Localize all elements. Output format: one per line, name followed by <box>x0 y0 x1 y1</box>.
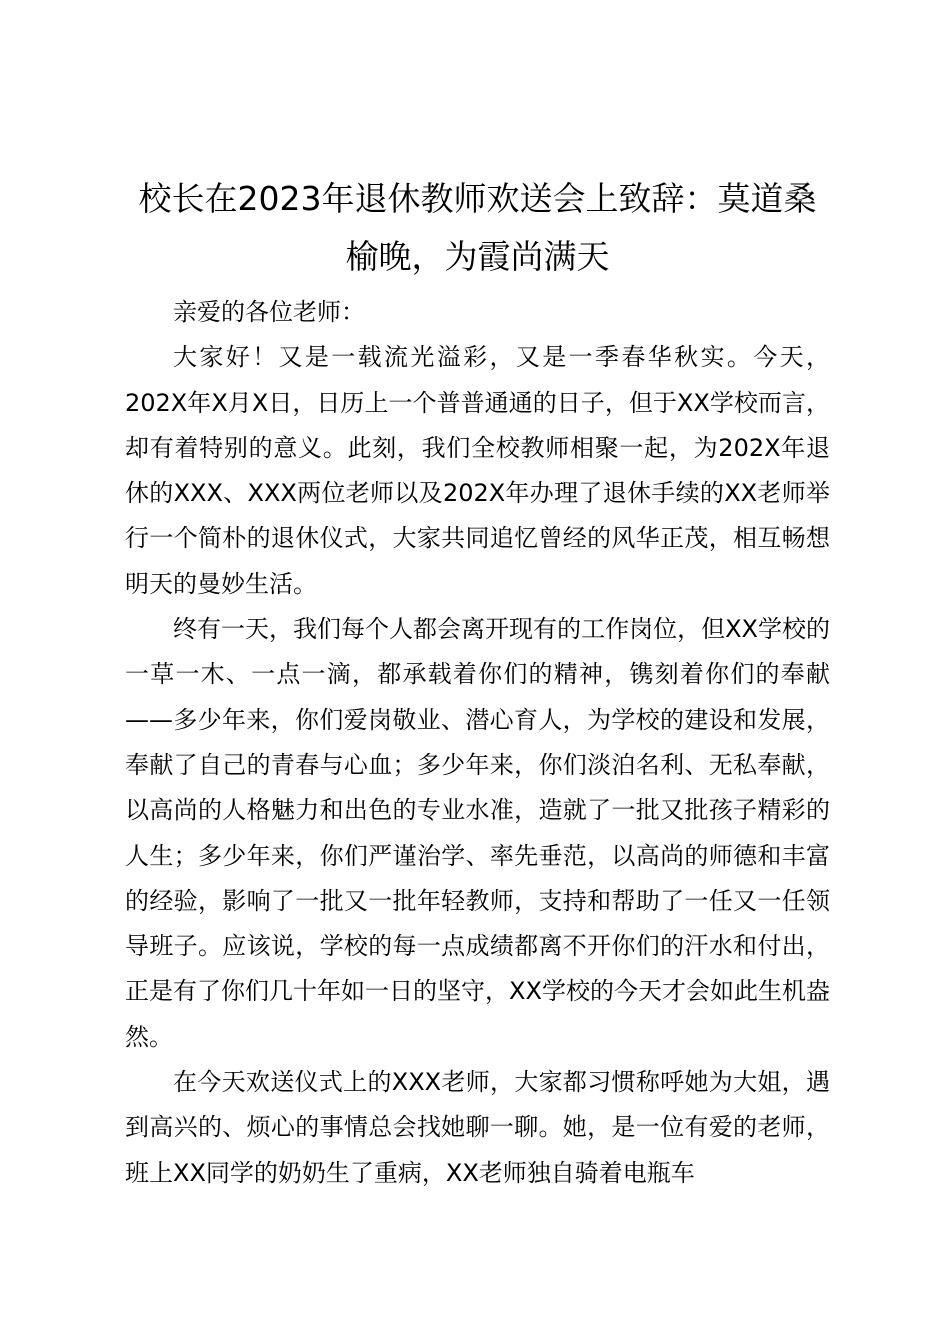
document-body <box>125 170 830 1196</box>
paragraph-dedication: 终有一天，我们每个人都会离开现有的工作岗位，但XX学校的一草一木、一点一滴，都承载着你们的精神，镌刻着你们的奉献——多少年来，你们爱岗敬业、潜心育人，为学校的建设和发展，奉献了自己的青春与心血；多少年来，你们淡泊名利、无私奉献，以高尚的人格魅力和出色的专业水准，造就了一批又批孩子精彩的人生；多少年来，你们严谨治学、率先垂范，以高尚的师德和丰富的经验，影响了一批又一批年轻教师，支持和帮助了一任又一任领导班子。应该说，学校的每一点成绩都离不开你们的汗水和付出，正是有了你们几十年如一日的坚守，XX学校的今天才会如此生机盎然。 <box>125 615 830 1051</box>
salutation: 亲爱的各位老师： <box>173 298 365 326</box>
paragraph-greeting: 大家好！又是一载流光溢彩，又是一季春华秋实。今天，202X年X月X日，日历上一个普普通通的日子，但于XX学校而言，却有着特别的意义。此刻，我们全校教师相聚一起，为202X年退休的XXX、XXX两位老师以及202X年办理了退休手续的XX老师举行一个简朴的退休仪式，大家共同追忆曾经的风华正茂，相互畅想明天的曼妙生活。 <box>125 343 830 598</box>
paragraph-tribute: 在今天欢送仪式上的XXX老师，大家都习惯称呼她为大姐，遇到高兴的、烦心的事情总会找她聊一聊。她，是一位有爱的老师，班上XX同学的奶奶生了重病，XX老师独自骑着电瓶车 <box>125 1068 830 1187</box>
document-title: 校长在2023年退休教师欢送会上致辞：莫道桑榆晚，为霞尚满天 <box>138 179 817 276</box>
